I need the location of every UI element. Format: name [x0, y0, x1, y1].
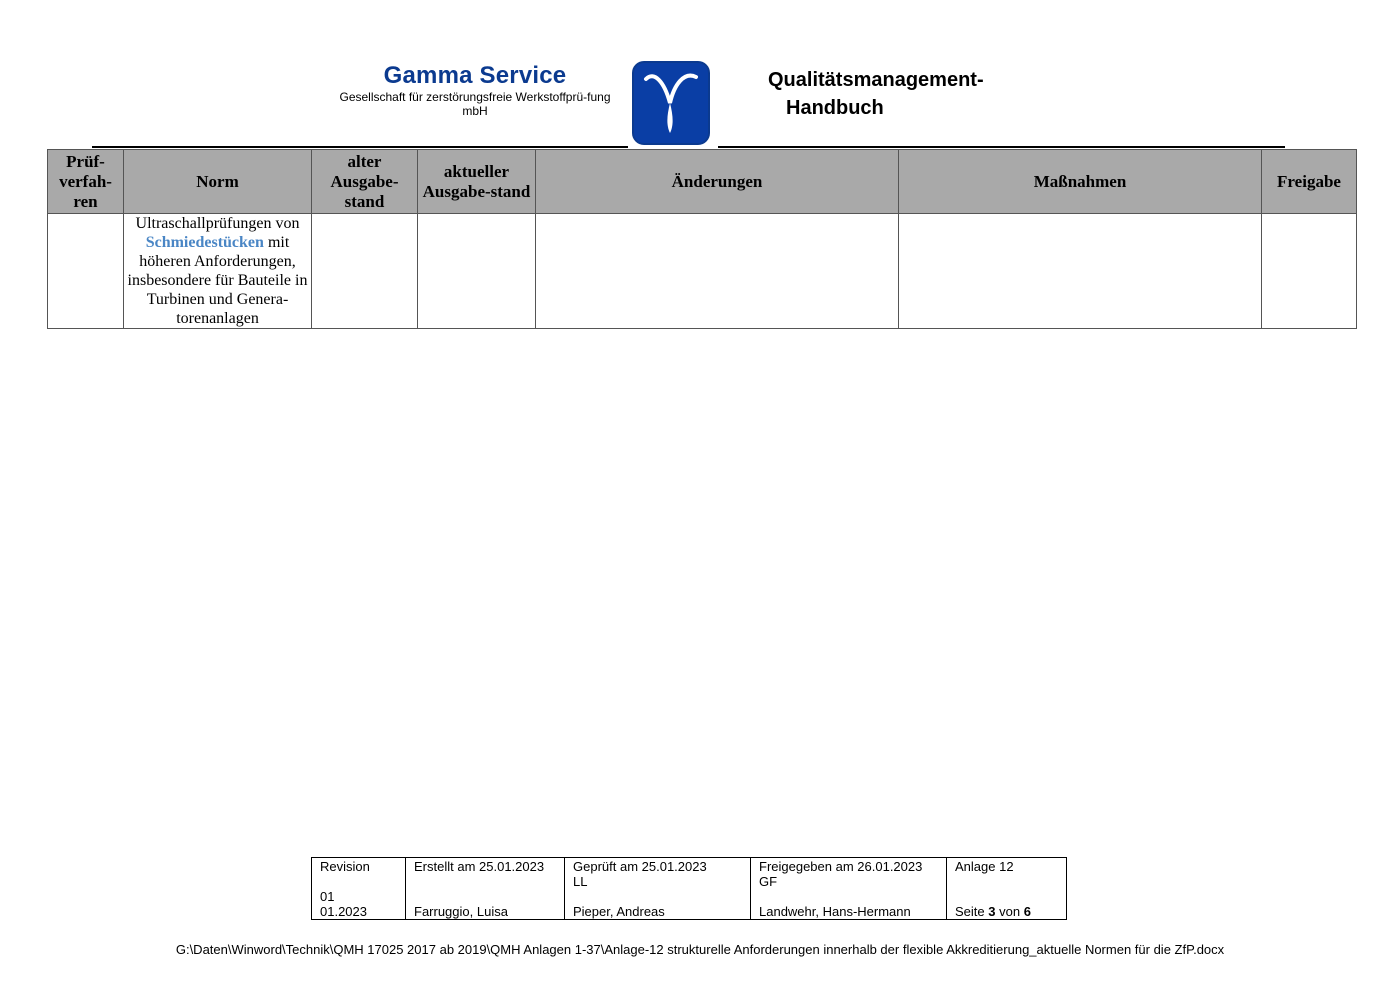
cell-aenderungen — [536, 214, 899, 329]
seite-current: 3 — [988, 904, 996, 919]
seite-total: 6 — [1023, 904, 1031, 919]
seite-label: Seite — [955, 904, 985, 919]
freigegeben-by: Landwehr, Hans-Hermann — [759, 904, 911, 919]
company-block — [330, 62, 620, 118]
cell-massnahmen — [899, 214, 1262, 329]
norm-keyword: Schmiedestücken — [145, 234, 264, 251]
gamma-symbol-icon — [634, 63, 708, 143]
cell-aktueller-ausgabestand — [418, 214, 536, 329]
revision-label: Revision — [320, 859, 370, 874]
document-footer-box — [311, 857, 1067, 920]
cell-alter-ausgabestand — [312, 214, 418, 329]
table-row — [48, 214, 1357, 329]
qm-title — [768, 66, 984, 122]
page-number — [955, 904, 1031, 919]
freigegeben-code: GF — [759, 874, 778, 889]
footer-revision — [312, 858, 406, 920]
col-header-norm: Norm — [124, 150, 312, 214]
col-header-aenderungen: Änderungen — [536, 150, 899, 214]
revision-number: 01 — [320, 889, 335, 904]
standards-table — [47, 149, 1357, 329]
footer-freigegeben — [751, 858, 947, 920]
footer-row — [312, 858, 1067, 920]
seite-von: von — [999, 904, 1021, 919]
qm-title-line2: Handbuch — [786, 97, 884, 119]
company-name: Gamma Service — [383, 62, 567, 89]
col-header-freigabe: Freigabe — [1262, 150, 1357, 214]
geprueft-block — [573, 859, 707, 889]
file-path: G:\Daten\Winword\Technik\QMH 17025 2017 ab 2019\QMH Anlagen 1-37\Anlage-12 strukturelle Anforderungen innerhalb der flexible Akkreditierung_aktuelle Normen für die ZfP.docx — [175, 942, 1225, 957]
geprueft-code: LL — [573, 874, 588, 889]
cell-pruefverfahren — [48, 214, 124, 329]
norm-text-part1: Ultraschallprüfungen von — [135, 215, 300, 232]
col-header-massnahmen: Maßnahmen — [899, 150, 1262, 214]
header-rule-left — [92, 146, 628, 148]
geprueft-by: Pieper, Andreas — [573, 904, 665, 919]
header-rule-right — [718, 146, 1285, 148]
erstellt-label: Erstellt am 25.01.2023 — [414, 859, 545, 874]
cell-freigabe — [1262, 214, 1357, 329]
freigegeben-label: Freigegeben am 26.01.2023 — [759, 859, 923, 874]
footer-geprueft — [565, 858, 751, 920]
gamma-logo-icon — [628, 58, 718, 150]
col-header-alter-ausgabestand: alter Ausgabe-stand — [312, 150, 418, 214]
anlage-label: Anlage 12 — [955, 859, 1014, 874]
erstellt-by: Farruggio, Luisa — [414, 904, 508, 919]
cell-norm — [124, 214, 312, 329]
revision-date: 01.2023 — [320, 904, 367, 919]
col-header-pruefverfahren: Prüf-verfah-ren — [48, 150, 124, 214]
logo-background — [632, 61, 710, 145]
footer-anlage — [947, 858, 1067, 920]
company-subtitle: Gesellschaft für zerstörungsfreie Werkstoffprü-fung mbH — [339, 90, 611, 118]
table-header-row — [48, 150, 1357, 214]
geprueft-label: Geprüft am 25.01.2023 — [573, 859, 707, 874]
col-header-aktueller-ausgabestand: aktueller Ausgabe-stand — [418, 150, 536, 214]
freigegeben-block — [759, 859, 922, 889]
qm-title-line1: Qualitätsmanagement- — [768, 69, 984, 91]
footer-erstellt — [406, 858, 565, 920]
revision-values — [320, 889, 367, 919]
norm-text-part2: mit höheren Anforderungen, insbesondere für Bauteile in Turbinen und Genera-torenanlagen — [127, 234, 308, 327]
